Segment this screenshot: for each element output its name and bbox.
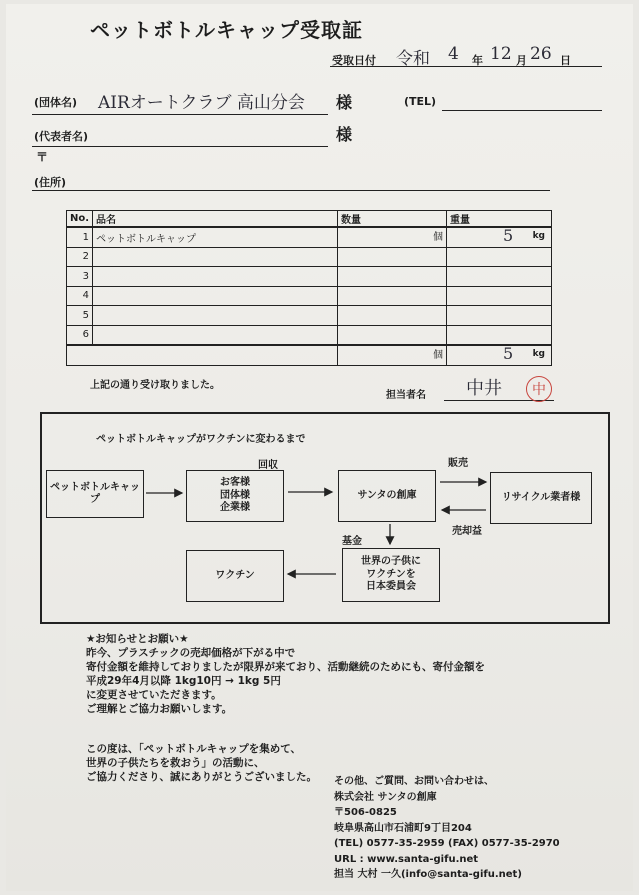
row-no: 4 <box>67 286 93 306</box>
total-weight: 5 <box>503 344 514 363</box>
thanks-line: この度は、「ペットボトルキャップを集めて、 <box>86 743 302 755</box>
flow-box-org: 世界の子供に ワクチンを 日本委員会 <box>342 548 440 602</box>
receipt-date <box>330 42 602 68</box>
flow-box-vaccine: ワクチン <box>186 550 284 602</box>
receipt-date-era: 令和 <box>396 49 430 69</box>
thanks-line: ご協力くださり、誠にありがとうございました。 <box>86 771 317 783</box>
table-row <box>67 267 552 287</box>
row-weight-cell <box>447 247 552 267</box>
row-weight: 5 <box>503 226 514 245</box>
row-no: 5 <box>67 306 93 326</box>
flow-label-fund: 基金 <box>342 536 362 547</box>
receipt-date-day: 26 <box>530 44 552 64</box>
total-weight-cell <box>447 345 552 365</box>
notice-line: 寄付金額を維持しておりましたが限界が来ており、活動継続のためにも、寄付金額を <box>86 661 485 673</box>
row-qty-unit <box>338 306 447 326</box>
staff-stamp-text: 中 <box>532 382 546 398</box>
tel-label: (TEL) <box>404 95 437 108</box>
flow-diagram <box>40 412 610 624</box>
address-underline <box>32 190 550 191</box>
row-weight-cell <box>447 325 552 345</box>
staff-label: 担当者名 <box>386 390 426 401</box>
receipt-date-label: 受取日付 <box>332 54 376 67</box>
row-no: 2 <box>67 247 93 267</box>
contact-line: その他、ご質問、お問い合わせは、 <box>334 776 494 787</box>
header-name: 品名 <box>93 211 338 228</box>
flow-box-customers: お客様 団体様 企業様 <box>186 470 284 522</box>
notice-line: 昨今、プラスチックの売却価格が下がる中で <box>86 647 296 659</box>
row-name <box>93 325 338 345</box>
page-title: ペットボトルキャップ受取証 <box>90 18 363 42</box>
row-qty-unit <box>338 267 447 287</box>
flow-title: ペットボトルキャップがワクチンに変わるまで <box>96 434 306 445</box>
flow-arrows <box>42 414 608 622</box>
received-text: 上記の通り受け取りました。 <box>90 380 220 391</box>
row-weight-cell <box>447 227 552 247</box>
row-qty-unit <box>338 286 447 306</box>
receipt-date-year-unit: 年 <box>472 54 483 67</box>
thanks-line: 世界の子供たちを救おう」の活動に、 <box>86 757 265 769</box>
header-weight: 重量 <box>447 211 552 228</box>
row-weight-cell <box>447 306 552 326</box>
staff-stamp <box>526 376 552 402</box>
flow-box-santa: サンタの創庫 <box>338 470 436 522</box>
contact-company: 株式会社 サンタの創庫 <box>334 791 437 803</box>
row-name <box>93 247 338 267</box>
row-qty-unit: 個 <box>338 227 447 247</box>
row-no: 6 <box>67 325 93 345</box>
org-honorific: 様 <box>336 93 353 112</box>
receipt-date-month-unit: 月 <box>516 54 527 67</box>
table-row <box>67 325 552 345</box>
flow-box-recycle: リサイクル業者様 <box>490 472 592 524</box>
flow-box-caps: ペットボトルキャップ <box>46 470 144 518</box>
notice <box>86 632 485 716</box>
header-qty: 数量 <box>338 211 447 228</box>
table-row <box>67 227 552 247</box>
tel-underline <box>442 110 602 111</box>
notice-line: ご理解とご協力お願いします。 <box>86 703 233 715</box>
rep-underline <box>32 146 328 147</box>
thanks <box>86 742 317 784</box>
contact-url: URL : www.santa-gifu.net <box>334 853 479 865</box>
total-weight-unit: kg <box>532 349 545 359</box>
total-qty-unit: 個 <box>338 345 447 365</box>
row-name <box>93 306 338 326</box>
org-underline <box>32 114 328 115</box>
notice-line: 平成29年4月以降 1kg10円 → 1kg 5円 <box>86 675 281 687</box>
row-weight-cell <box>447 286 552 306</box>
row-weight-cell <box>447 267 552 287</box>
receipt-date-underline <box>330 66 602 67</box>
table-row <box>67 286 552 306</box>
org-label: (団体名) <box>34 96 78 109</box>
row-name: ペットボトルキャップ <box>93 227 338 247</box>
items-table-header <box>67 211 552 228</box>
receipt-paper <box>6 4 633 891</box>
row-name <box>93 267 338 287</box>
org-name: AIRオートクラブ 高山分会 <box>98 93 305 113</box>
table-total-row <box>67 345 552 365</box>
total-blank <box>67 345 338 365</box>
contact-staff: 担当 大村 一久(info@santa-gifu.net) <box>334 869 522 880</box>
notice-heading: ★お知らせとお願い★ <box>86 633 189 645</box>
contact-phone-fax: (TEL) 0577-35-2959 (FAX) 0577-35-2970 <box>334 838 560 849</box>
flow-label-sale: 販売 <box>448 458 468 469</box>
contact-postal: 〒506-0825 <box>334 807 397 818</box>
row-no: 3 <box>67 267 93 287</box>
notice-line: に変更させていただきます。 <box>86 689 222 701</box>
flow-label-collect: 回収 <box>258 460 278 471</box>
flow-label-profit: 売却益 <box>452 526 482 537</box>
row-name <box>93 286 338 306</box>
rep-honorific: 様 <box>336 125 353 144</box>
receipt-date-month: 12 <box>490 44 512 64</box>
table-row <box>67 247 552 267</box>
receipt-date-day-unit: 日 <box>560 54 571 67</box>
staff-name: 中井 <box>466 378 502 399</box>
row-qty-unit <box>338 247 447 267</box>
row-qty-unit <box>338 325 447 345</box>
postal-mark: 〒 <box>36 150 49 164</box>
row-weight-unit: kg <box>532 231 545 241</box>
header-no: No. <box>67 211 93 228</box>
items-table <box>66 210 552 366</box>
receipt-date-year: 4 <box>448 44 459 64</box>
contact-block <box>334 774 560 883</box>
table-row <box>67 306 552 326</box>
row-no: 1 <box>67 227 93 247</box>
rep-label: (代表者名) <box>34 130 89 143</box>
address-label: (住所) <box>34 176 67 189</box>
contact-address: 岐阜県高山市石浦町9丁目204 <box>334 822 472 834</box>
